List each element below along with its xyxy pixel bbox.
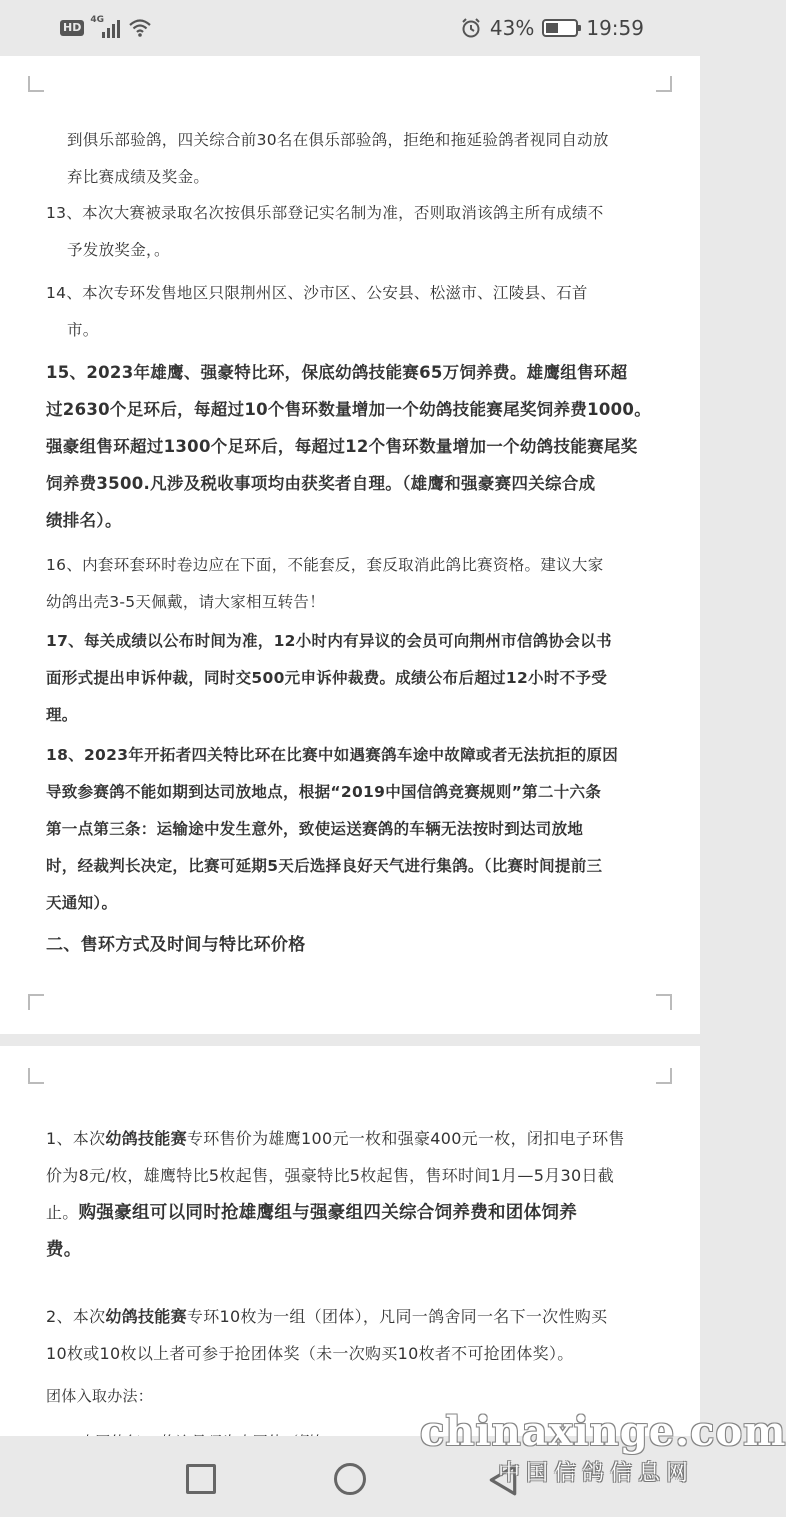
paragraph-18: 18、2023年开拓者四关特比环在比赛中如遇赛鸽车途中故障或者无法抗拒的原因 导致参赛鸽不能如期到达司放地点，根据“2019中国信鸽竞赛规则”第二十六条 第一点第三条：运输途中发生意外，致使运送赛鸽的车辆无法按时到达司放地 时，经裁判长决定，比赛可延期5天后选择良好天气进行集鸽。（比赛时间提前三 天通知）。 [46,746,619,912]
paragraph-continued: 到俱乐部验鸽，四关综合前30名在俱乐部验鸽，拒绝和拖延验鸽者视同自动放 弃比赛成绩及奖金。 [67,131,609,186]
signal-icon: 4G [92,18,120,38]
paragraph-17: 17、每关成绩以公布时间为准，12小时内有异议的会员可向荆州市信鸽协会以书 面形式提出申诉仲裁，同时交500元申诉仲裁费。成绩公布后超过12小时不予受 理。 [46,632,612,724]
page-corner-mark [656,1068,672,1084]
paragraph-13: 13、本次大赛被录取名次按俱乐部登记实名制为准，否则取消该鸽主所有成绩不 予发放奖金，。 [46,204,604,259]
wifi-icon [128,18,152,38]
recent-apps-icon[interactable] [186,1464,216,1494]
paragraph-14: 14、本次专环发售地区只限荆州区、沙市区、公安县、松滋市、江陵县、石首 市。 [46,284,588,339]
group-title: 团体入取办法： [46,1387,154,1405]
document-page-1[interactable] [0,56,700,1034]
paragraph-16: 16、内套环套环时卷边应在下面，不能套反，套反取消此鸽比赛资格。建议大家 幼鸽出壳3-5天佩戴，请大家相互转告！ [46,556,604,611]
battery-percent: 43% [489,16,535,40]
page-corner-mark [28,994,44,1010]
watermark-logo: chinaxinge.com [420,1408,786,1455]
status-bar [0,0,700,56]
page-corner-mark [656,76,672,92]
paragraph-sale-2: 2、本次幼鸽技能赛专环10枚为一组（团体），凡同一鸽舍同一名下一次性购买 10枚或10枚以上者可参于抢团体奖（未一次购买10枚者不可抢团体奖）。 [46,1307,608,1363]
page-corner-mark [28,76,44,92]
hd-icon: HD [60,20,84,36]
alarm-icon [460,17,482,39]
home-icon[interactable] [334,1463,366,1495]
page-corner-mark [656,994,672,1010]
paragraph-sale-1: 1、本次幼鸽技能赛专环售价为雄鹰100元一枚和强豪400元一枚，闭扣电子环售 价为8元/枚，雄鹰特比5枚起售，强豪特比5枚起售，售环时间1月—5月30日截 止。购强豪组可以同时抢雄鹰组与强豪组四关综合饲养费和团体饲养 费。 [46,1129,625,1260]
section-heading: 二、售环方式及时间与特比环价格 [46,935,306,955]
page-corner-mark [28,1068,44,1084]
paragraph-15: 15、2023年雄鹰、强豪特比环，保底幼鸽技能赛65万饲养费。雄鹰组售环超 过2630个足环后，每超过10个售环数量增加一个幼鸽技能赛尾奖饲养费1000。 强豪组售环超过1300个足环后，每超过12个售环数量增加一个幼鸽技能赛尾奖 饲养费3500.凡涉及税收事项均由获奖者自理。（雄鹰和强豪赛四关综合成 绩排名）。 [46,363,652,530]
watermark-text: 中国信鸽信息网 [498,1461,695,1486]
clock: 19:59 [586,16,644,40]
document-page-2[interactable] [0,1046,700,1436]
status-right [460,12,644,44]
status-left [60,14,152,42]
battery-icon [542,19,578,37]
